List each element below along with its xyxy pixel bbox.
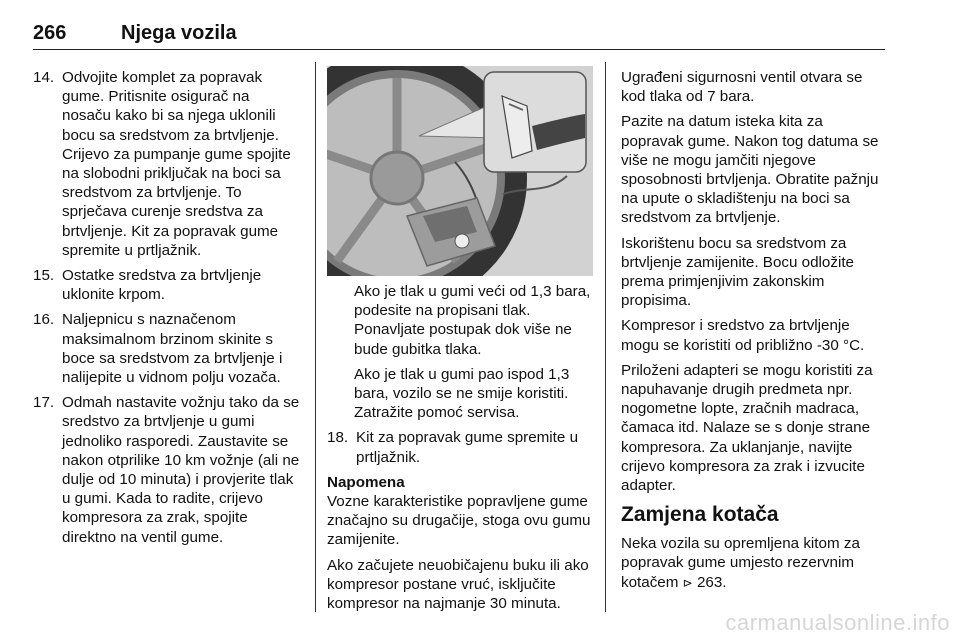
item-number: 17.	[33, 394, 55, 412]
page-title: Njega vozila	[121, 22, 237, 44]
column-divider-right	[605, 62, 606, 612]
paragraph: Iskorištenu bocu sa sredstvom za brtvljenje zamijenite. Bocu odložite prema primjenjivim zakonskim propisima.	[621, 234, 854, 310]
item-number: 16.	[33, 311, 55, 329]
note-paragraph: Ako začujete neuobičajenu buku ili ako kompresor postane vruć, isključite kompresor na najmanje 30 minuta.	[327, 556, 589, 613]
paragraph: Priloženi adapteri se mogu koristiti za napuhavanje drugih predmeta npr. nogometne lopte, zračnih madraca, čamaca itd. Nalaze se s donje strane kompresora. Za uklanjanje, navijte crijevo kompresora za zrak i izvucite adapter.	[621, 361, 873, 495]
watermark: carmanualsonline.info	[725, 610, 950, 635]
section-heading: Zamjena kotača	[621, 503, 779, 527]
item-text: Naljepnicu s naznačenom maksimalnom brzinom skinite s boce sa sredstvom za brtvljenje i nalijepite u vidnom polju vozača.	[62, 311, 283, 387]
column-divider-left	[315, 62, 316, 612]
item-text: Odvojite komplet za popravak gume. Pritisnite osigurač na nosaču kako bi sa njega uklonili bocu sa sredstvom za brtvljenje. Crijevo za pumpanje gume spojite na slobodni priključak na boci sa sredstvom za brtvljenje. To sprječava curenje sredstva za brtvljenje. Kit za popravak gume spremite u prtljažnik.	[62, 69, 291, 259]
item-number: 15.	[33, 267, 55, 285]
page-reference-link[interactable]: 263.	[696, 573, 727, 591]
page-number: 266	[33, 22, 67, 44]
left-column	[33, 68, 301, 553]
middle-column	[327, 282, 597, 619]
page-reference-arrow-icon: ⊳	[682, 575, 693, 590]
paragraph	[621, 534, 889, 593]
note-heading: Napomena	[327, 473, 405, 491]
list-item	[33, 310, 301, 387]
list-item	[33, 68, 301, 260]
note-paragraph: Vozne karakteristike popravljene gume značajno su drugačije, stoga ovu gumu zamijenite.	[327, 493, 591, 549]
paragraph: Ako je tlak u gumi pao ispod 1,3 bara, vozilo se ne smije koristiti. Zatražite pomoć servisa.	[354, 365, 570, 422]
header-rule	[33, 49, 885, 50]
list-item	[33, 393, 301, 547]
item-text: Ostatke sredstva za brtvljenje uklonite krpom.	[62, 267, 262, 304]
item-text: Kit za popravak gume spremite u prtljažnik.	[356, 429, 579, 466]
right-column	[621, 68, 889, 599]
paragraph-text: Neka vozila su opremljena kitom za popravak gume umjesto rezervnim kotačem	[621, 535, 860, 591]
paragraph: Ugrađeni sigurnosni ventil otvara se kod tlaka od 7 bara.	[621, 69, 863, 106]
item-text: Odmah nastavite vožnju tako da se sredstvo za brtvljenje u gumi jednoliko rasporedi. Zaustavite se nakon otprilike 10 km vožnje (ali ne dulje od 10 minuta) i provjerite tlak u gumi. Kada to radite, crijevo kompresora za zrak, spojite direktno na ventil gume.	[62, 394, 300, 546]
paragraph: Pazite na datum isteka kita za popravak gume. Nakon tog datuma se više ne mogu jamčiti njegove sposobnosti brtvljenja. Obratite pažnju na upute o skladištenju na boci sa sredstvom za brtvljenje.	[621, 113, 879, 227]
paragraph: Kompresor i sredstvo za brtvljenje mogu se koristiti od približno -30 °C.	[621, 317, 865, 354]
paragraph: Ako je tlak u gumi veći od 1,3 bara, podesite na propisani tlak. Ponavljate postupak dok više ne bude gubitka tlaka.	[354, 283, 591, 358]
tire-repair-kit-illustration	[327, 66, 593, 276]
item-number: 14.	[33, 69, 55, 86]
list-item	[33, 266, 301, 304]
list-item	[327, 428, 597, 466]
item-number: 18.	[327, 429, 349, 447]
